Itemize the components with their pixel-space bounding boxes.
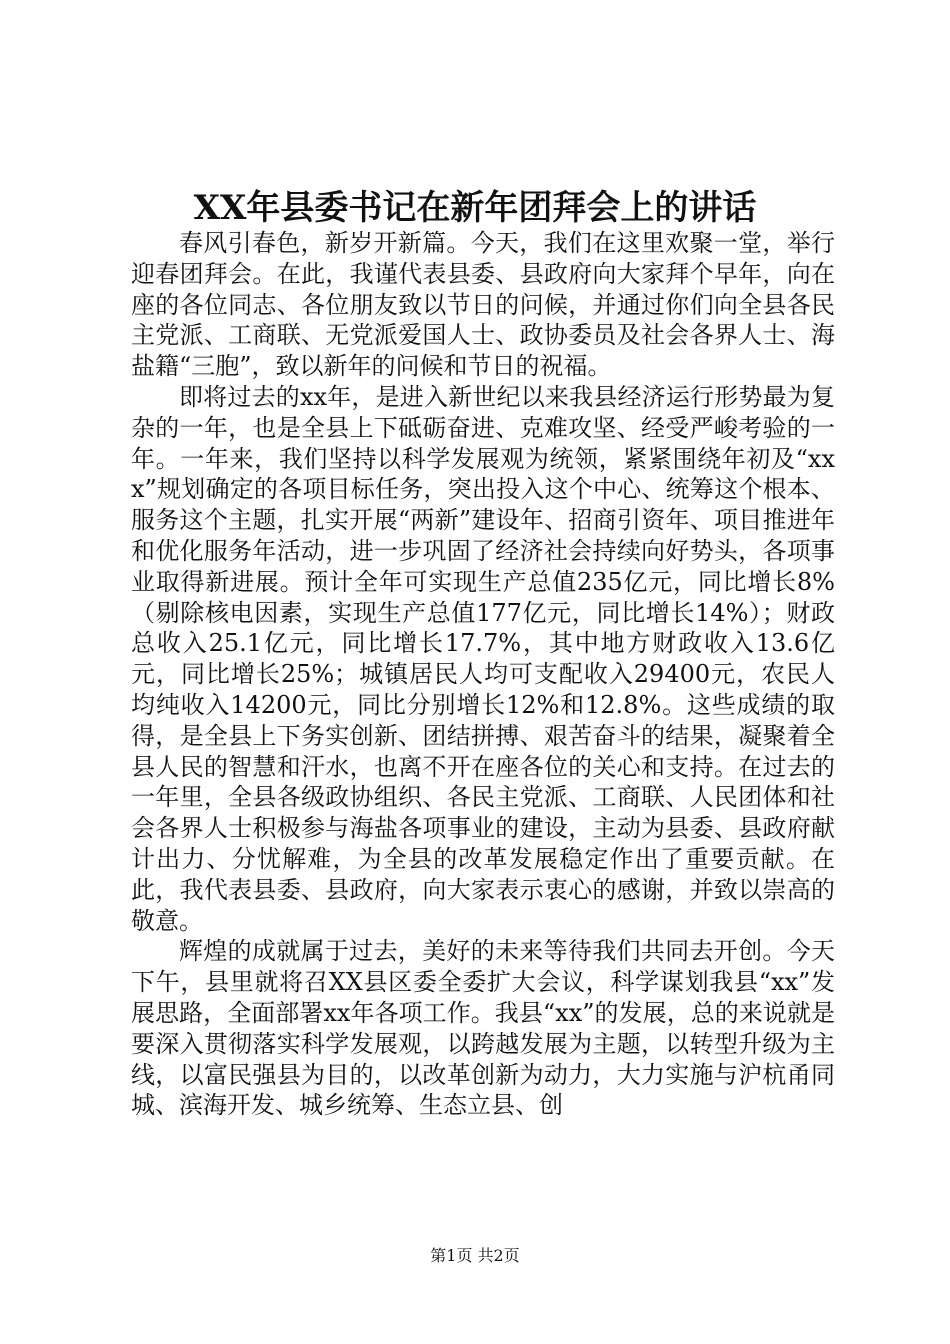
document-body	[131, 228, 835, 1121]
paragraph-review: 即将过去的xx年，是进入新世纪以来我县经济运行形势最为复杂的一年，也是全县上下砥砺奋进、克难攻坚、经受严峻考验的一年。一年来，我们坚持以科学发展观为统领，紧紧围绕年初及“xxx”规划确定的各项目标任务，突出投入这个中心、统筹这个根本、服务这个主题，扎实开展“两新”建设年、招商引资年、项目推进年和优化服务年活动，进一步巩固了经济社会持续向好势头，各项事业取得新进展。预计全年可实现生产总值235亿元，同比增长8%（剔除核电因素，实现生产总值177亿元，同比增长14%）；财政总收入25.1亿元，同比增长17.7%，其中地方财政收入13.6亿元，同比增长25%；城镇居民人均可支配收入29400元，农民人均纯收入14200元，同比分别增长12%和12.8%。这些成绩的取得，是全县上下务实创新、团结拼搏、艰苦奋斗的结果，凝聚着全县人民的智慧和汗水，也离不开在座各位的关心和支持。在过去的一年里，全县各级政协组织、各民主党派、工商联、人民团体和社会各界人士积极参与海盐各项事业的建设，主动为县委、县政府献计出力、分忧解难，为全县的改革发展稳定作出了重要贡献。在此，我代表县委、县政府，向大家表示衷心的感谢，并致以崇高的敬意。	[131, 382, 835, 935]
page-number-footer: 第1页 共2页	[430, 1246, 520, 1265]
document-title: XX年县委书记在新年团拜会上的讲话	[193, 188, 757, 228]
paragraph-outlook: 辉煌的成就属于过去，美好的未来等待我们共同去开创。今天下午，县里就将召XX县区委全委扩大会议，科学谋划我县“xx”发展思路，全面部署xx年各项工作。我县“xx”的发展，总的来说就是要深入贯彻落实科学发展观，以跨越发展为主题，以转型升级为主线，以富民强县为目的，以改革创新为动力，大力实施与沪杭甬同城、滨海开发、城乡统筹、生态立县、创	[131, 937, 835, 1120]
paragraph-greeting: 春风引春色，新岁开新篇。今天，我们在这里欢聚一堂，举行迎春团拜会。在此，我谨代表县委、县政府向大家拜个早年，向在座的各位同志、各位朋友致以节日的问候，并通过你们向全县各民主党派、工商联、无党派爱国人士、政协委员及社会各界人士、海盐籍“三胞”，致以新年的问候和节日的祝福。	[131, 229, 835, 381]
